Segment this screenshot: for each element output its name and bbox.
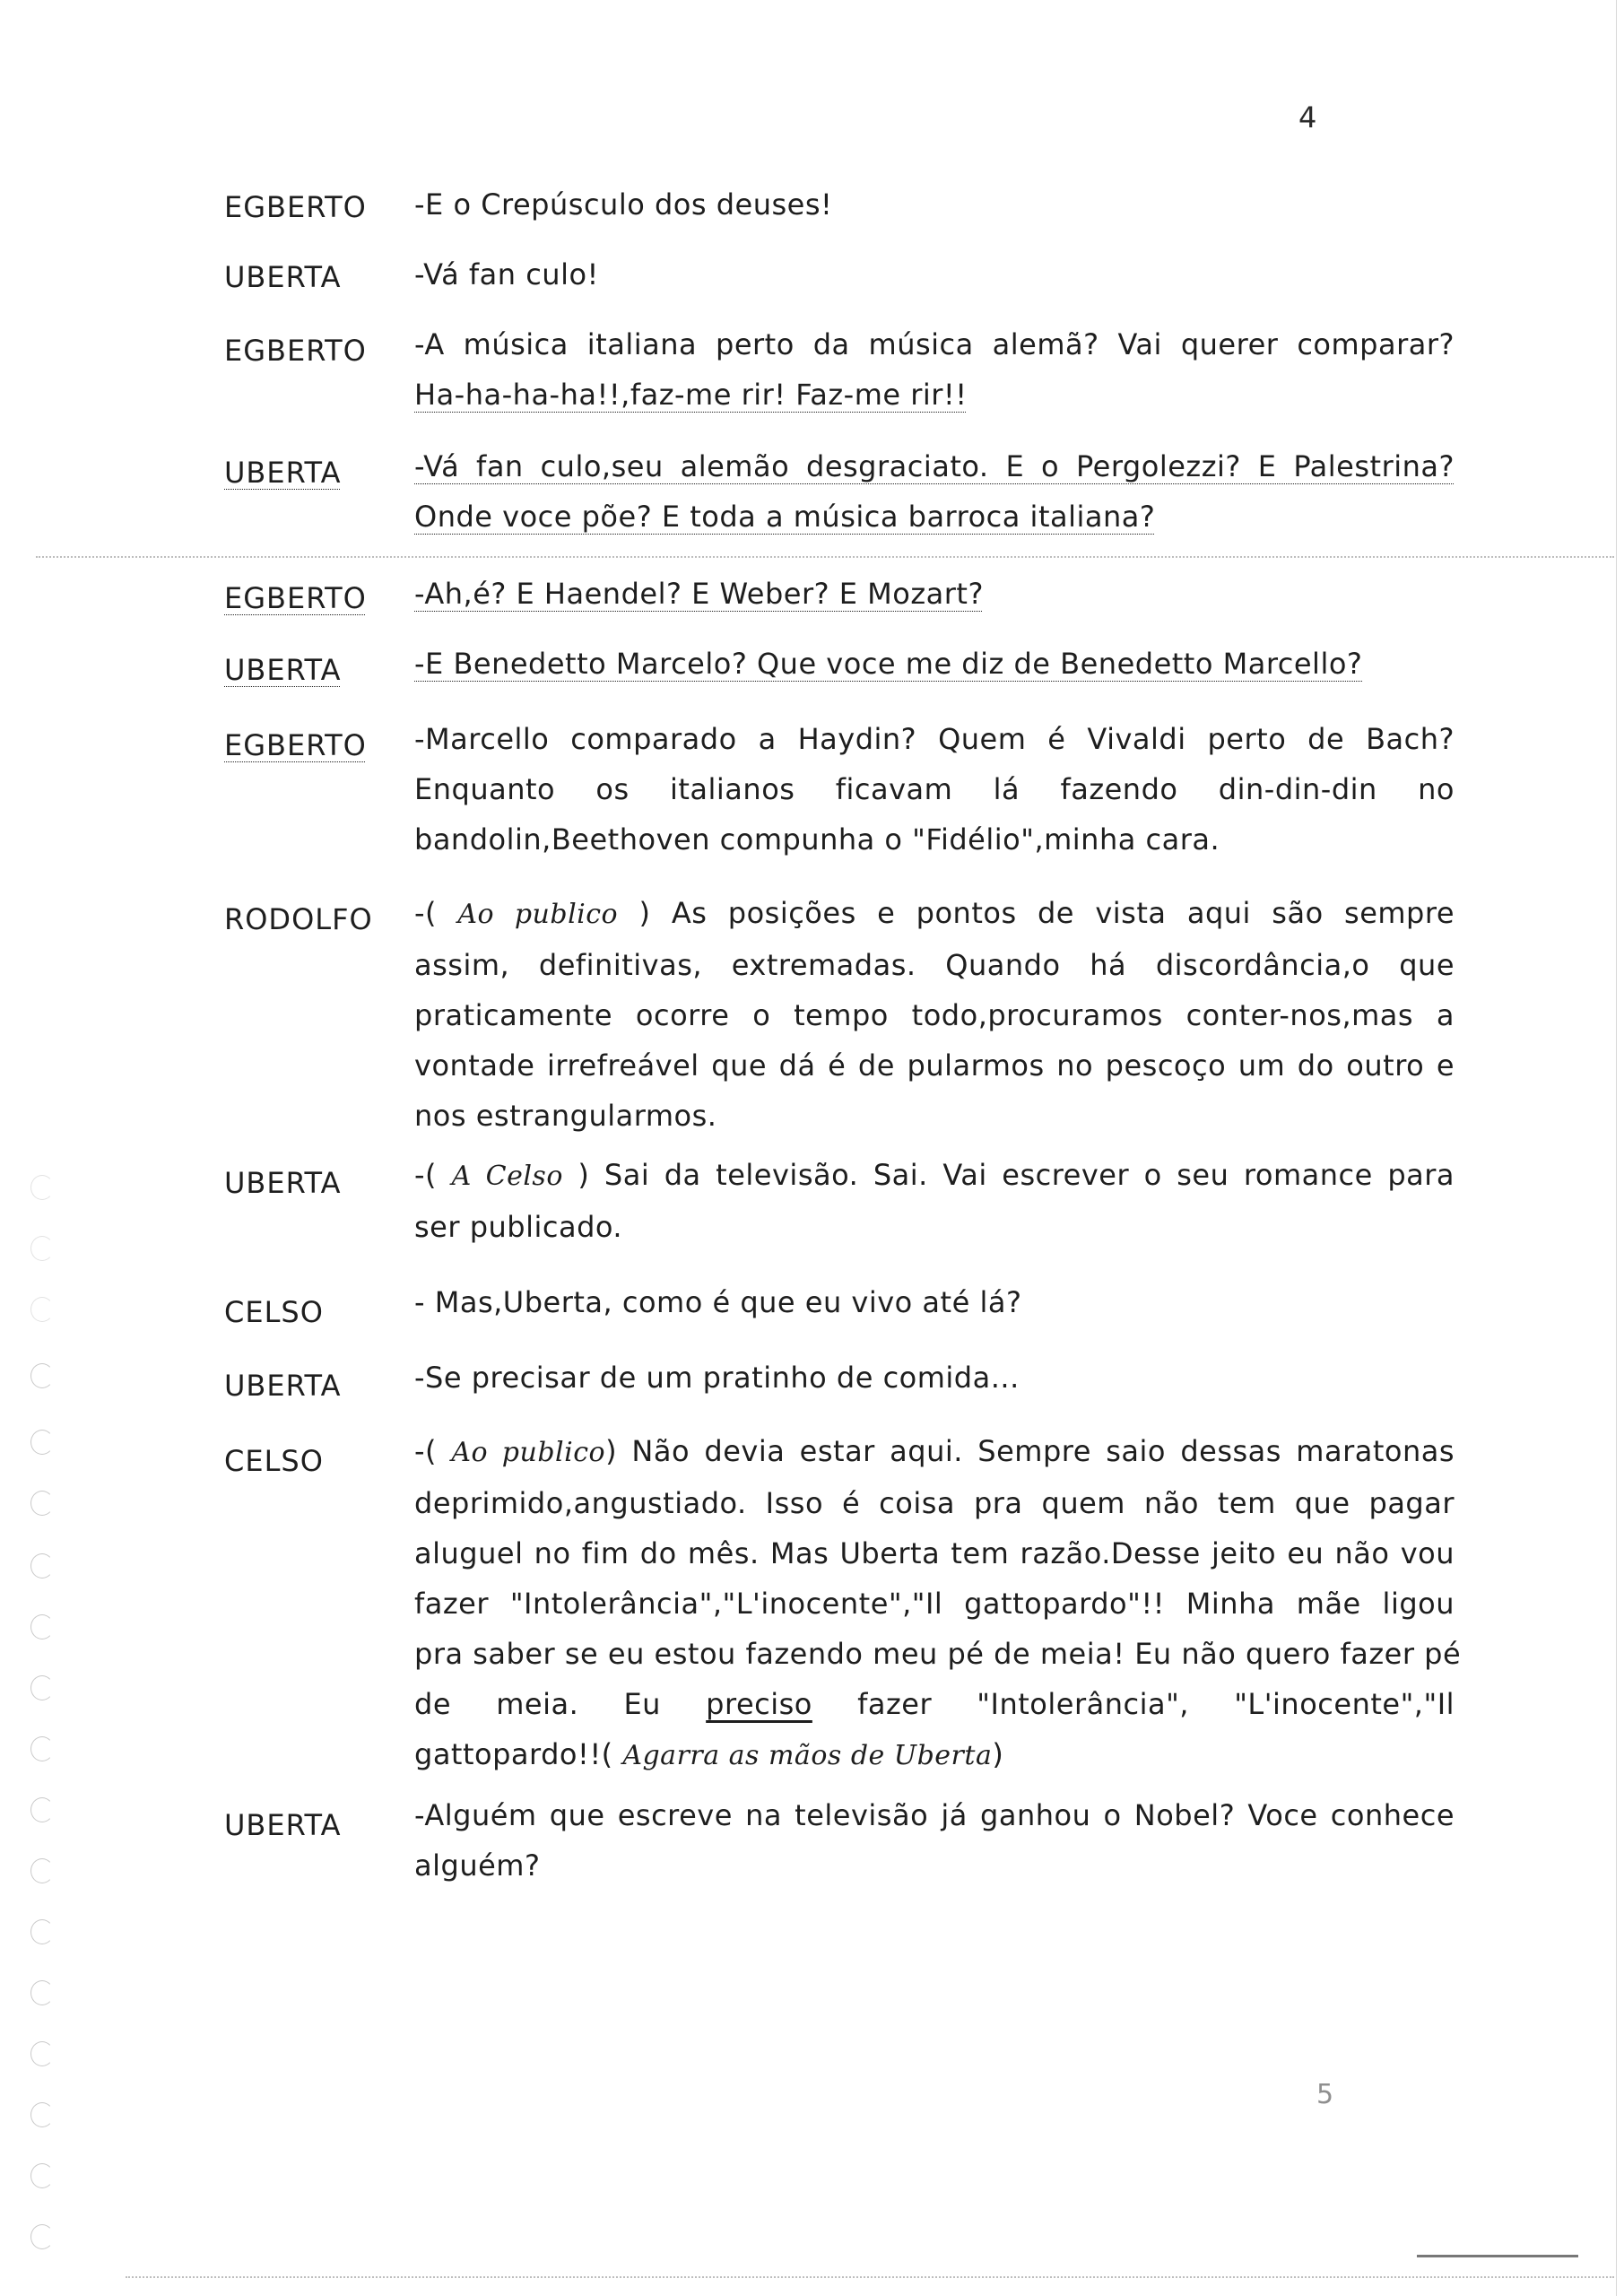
speaker-name: UBERTA <box>224 653 342 687</box>
dialogue-text <box>414 1277 1455 1327</box>
binder-hole-icon <box>30 1736 54 1761</box>
dialogue-text <box>414 569 1455 619</box>
dialogue-line: Onde voce põe? E toda a música barroca italiana? <box>414 500 1156 534</box>
stage-direction: Agarra as mãos de Uberta <box>622 1740 993 1771</box>
dialogue-line: Ha-ha-ha-ha!!,faz-me rir! Faz-me rir!! <box>414 378 968 412</box>
speaker-name: UBERTA <box>224 456 342 490</box>
binder-hole-icon <box>30 1919 54 1944</box>
dialogue-line: -Vá fan culo,seu alemão desgraciato. E o Pergolezzi? E Palestrina? <box>414 449 1455 483</box>
dialogue-line: -E o Crepúsculo dos deuses! <box>414 187 833 222</box>
dialogue-text <box>414 179 1455 230</box>
binder-hole-icon <box>30 1675 54 1700</box>
speaker-name: RODOLFO <box>224 902 373 936</box>
speaker-name: EGBERTO <box>224 334 367 368</box>
dialogue-line: ser publicado. <box>414 1210 623 1244</box>
dialogue-line-text: Sai da televisão. Sai. Vai escrever o seu romance para <box>604 1158 1455 1192</box>
dialogue-line: bandolin,Beethoven compunha o "Fidélio",minha cara. <box>414 822 1220 857</box>
dialogue-line: nos estrangularmos. <box>414 1099 717 1133</box>
binder-hole-icon <box>30 1858 54 1883</box>
dialogue-line-text: As posições e pontos de vista aqui são sempre <box>671 896 1455 930</box>
binder-hole-icon <box>30 1236 54 1261</box>
binder-hole-icon <box>30 1175 54 1200</box>
stage-direction: Ao publico <box>451 1437 606 1468</box>
dialogue-line: -Se precisar de um pratinho de comida... <box>414 1361 1020 1395</box>
next-page-number: 5 <box>1316 2079 1335 2110</box>
dialogue-line-text: ) <box>992 1737 1004 1771</box>
binder-hole-icon <box>30 2163 54 2188</box>
dialogue-line: -A música italiana perto da música alemã? Vai querer comparar? <box>414 327 1455 361</box>
dialogue-text <box>414 1352 1455 1403</box>
dialogue-line: -Marcello comparado a Haydin? Quem é Vivaldi perto de Bach? <box>414 722 1455 756</box>
binder-hole-icon <box>30 1363 54 1388</box>
underlined-word: preciso <box>706 1687 812 1721</box>
binder-hole-icon <box>30 1297 54 1322</box>
dialogue-line: praticamente ocorre o tempo todo,procuramos conter-nos,mas a <box>414 998 1455 1032</box>
dialogue-line <box>414 1729 1455 1781</box>
dialogue-line: -Alguém que escreve na televisão já ganhou o Nobel? Voce conhece <box>414 1798 1455 1832</box>
binder-hole-icon <box>30 2041 54 2066</box>
stage-direction: Ao publico <box>457 899 619 930</box>
dialogue-line: -( Ao publico) Não devia estar aqui. Sempre saio dessas maratonas <box>414 1434 1455 1468</box>
dialogue-text <box>414 441 1455 542</box>
speaker-name: UBERTA <box>224 1808 342 1842</box>
speaker-name: EGBERTO <box>224 190 367 224</box>
dialogue-text <box>414 319 1455 420</box>
dialogue-line: fazer "Intolerância","L'inocente","Il gattopardo"!! Minha mãe ligou <box>414 1587 1455 1621</box>
dialogue-line: -( Ao publico ) As posições e pontos de vista aqui são sempre <box>414 896 1455 930</box>
dialogue-line: pra saber se eu estou fazendo meu pé de meia! Eu não quero fazer pé <box>414 1637 1462 1671</box>
binder-hole-icon <box>30 1980 54 2005</box>
speaker-name: UBERTA <box>224 1369 342 1403</box>
speaker-name: EGBERTO <box>224 581 367 615</box>
dialogue-text <box>414 1426 1462 1781</box>
dialogue-text <box>414 639 1455 689</box>
dialogue-line: alguém? <box>414 1848 541 1883</box>
speaker-name: UBERTA <box>224 1166 342 1200</box>
dialogue-line: -( A Celso ) Sai da televisão. Sai. Vai escrever o seu romance para <box>414 1158 1455 1192</box>
dialogue-text <box>414 714 1455 865</box>
page-number: 4 <box>1298 100 1318 135</box>
binder-hole-icon <box>30 1430 54 1455</box>
dialogue-line <box>414 1679 1455 1729</box>
stage-direction: A Celso <box>451 1161 563 1192</box>
scan-dotted-line <box>36 556 1614 558</box>
page-edge <box>1616 0 1617 2296</box>
dialogue-line: deprimido,angustiado. Isso é coisa pra quem não tem que pagar <box>414 1486 1455 1520</box>
dialogue-line-text: gattopardo!!( <box>414 1737 613 1771</box>
scan-dotted-line <box>1417 2255 1578 2257</box>
speaker-name: UBERTA <box>224 260 342 294</box>
binder-hole-icon <box>30 1553 54 1578</box>
dialogue-line-text: Não devia estar aqui. Sempre saio dessas maratonas <box>631 1434 1455 1468</box>
dialogue-text <box>414 888 1455 1141</box>
dialogue-line-text: fazer "Intolerância", "L'inocente","Il <box>857 1687 1455 1721</box>
speaker-name: EGBERTO <box>224 728 367 762</box>
dialogue-text <box>414 1150 1455 1252</box>
speaker-name: CELSO <box>224 1444 324 1478</box>
binder-hole-icon <box>30 2102 54 2127</box>
dialogue-text <box>414 249 1455 300</box>
dialogue-line: aluguel no fim do mês. Mas Uberta tem razão.Desse jeito eu não vou <box>414 1536 1455 1570</box>
dialogue-text <box>414 1790 1455 1891</box>
binder-hole-icon <box>30 1797 54 1822</box>
speaker-name: CELSO <box>224 1295 324 1329</box>
dialogue-line: - Mas,Uberta, como é que eu vivo até lá? <box>414 1285 1022 1319</box>
binder-hole-icon <box>30 1491 54 1516</box>
binder-hole-icon <box>30 2224 54 2249</box>
scan-dotted-line <box>126 2276 1614 2278</box>
dialogue-line-text: de meia. Eu <box>414 1687 661 1721</box>
dialogue-line: -Vá fan culo! <box>414 257 599 291</box>
dialogue-line: vontade irrefreável que dá é de pularmos no pescoço um do outro e <box>414 1048 1455 1083</box>
dialogue-line: -E Benedetto Marcelo? Que voce me diz de Benedetto Marcello? <box>414 647 1363 681</box>
dialogue-line: -Ah,é? E Haendel? E Weber? E Mozart? <box>414 577 984 611</box>
dialogue-line: Enquanto os italianos ficavam lá fazendo din-din-din no <box>414 772 1455 806</box>
binder-hole-icon <box>30 1614 54 1639</box>
dialogue-line: assim, definitivas, extremadas. Quando há discordância,o que <box>414 948 1455 982</box>
